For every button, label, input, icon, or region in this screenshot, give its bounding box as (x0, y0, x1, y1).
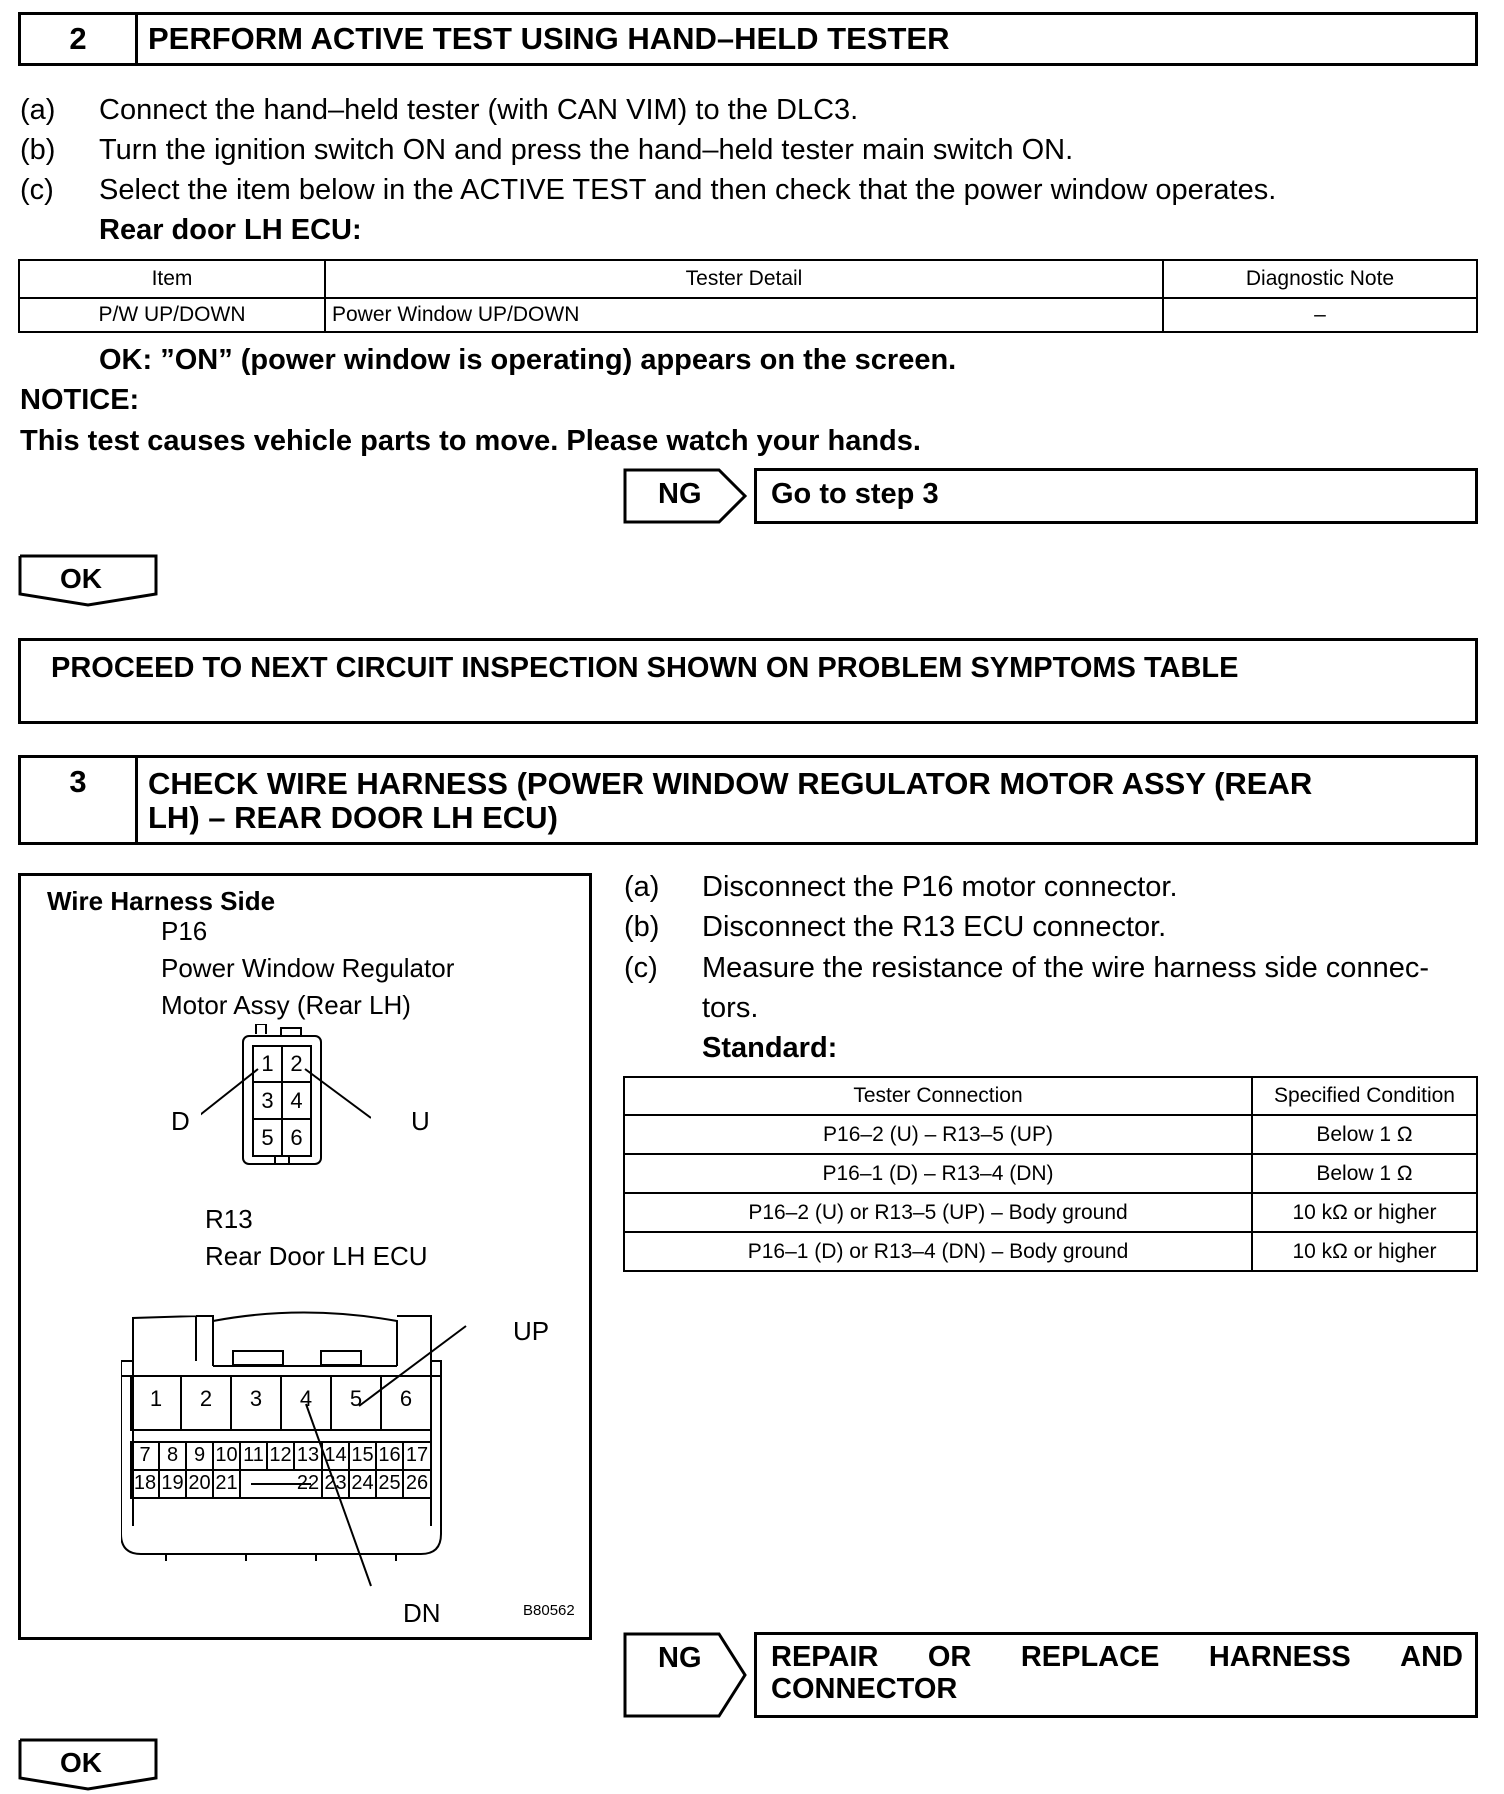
table-cell: Power Window UP/DOWN (325, 298, 1163, 332)
ok-label: OK (60, 1747, 102, 1778)
r13-pin: 9 (193, 1444, 206, 1466)
r13-pin: 6 (399, 1386, 413, 1411)
wiring-diagram (18, 873, 592, 1640)
step-3-title-line1: CHECK WIRE HARNESS (POWER WINDOW REGULATOR MOTOR ASSY (REAR (148, 766, 1313, 801)
r13-pin: 17 (405, 1444, 429, 1466)
r13-pin: 2 (199, 1386, 213, 1411)
active-test-table (18, 259, 1478, 333)
table-header-cell: Item (19, 260, 325, 298)
ng-action-line2: CONNECTOR (771, 1673, 958, 1705)
table-caption: Rear door LH ECU: (99, 214, 362, 246)
step-3b-text: Disconnect the R13 ECU connector. (702, 911, 1167, 943)
ng-action-text: Go to step 3 (771, 478, 939, 510)
r13-pin: 16 (378, 1444, 401, 1466)
p16-pin: 4 (290, 1088, 303, 1113)
table-header-cell: Tester Detail (325, 260, 1163, 298)
ng-action-box (754, 1632, 1478, 1718)
step-3c-text: Measure the resistance of the wire harness side connec- (702, 952, 1429, 984)
p16-pin: 2 (290, 1051, 303, 1076)
step-3-title-line2: LH) – REAR DOOR LH ECU) (148, 800, 558, 835)
step-3a-text: Disconnect the P16 motor connector. (702, 871, 1178, 903)
table-cell: P16–1 (D) or R13–4 (DN) – Body ground (624, 1232, 1252, 1271)
r13-pin: 20 (188, 1472, 211, 1494)
r13-pin: 12 (269, 1444, 292, 1466)
table-header-cell: Specified Condition (1252, 1077, 1477, 1115)
r13-pin: 3 (249, 1386, 263, 1411)
r13-code: R13 (205, 1204, 253, 1234)
ng-action-line1 (771, 1641, 1463, 1674)
step-2b-text: Turn the ignition switch ON and press the hand–held tester main switch ON. (99, 134, 1074, 166)
r13-pin: 7 (139, 1444, 151, 1466)
table-row (624, 1193, 1477, 1232)
ng-action-word: OR (927, 1641, 972, 1673)
r13-pin: 1 (149, 1386, 163, 1411)
table-cell: Below 1 Ω (1252, 1154, 1477, 1193)
r13-pin: 15 (351, 1444, 374, 1466)
step-2c-marker: (c) (20, 174, 54, 206)
proceed-box (18, 638, 1478, 724)
step-2c-text: Select the item below in the ACTIVE TEST and then check that the power window operates. (99, 174, 1277, 206)
p16-code: P16 (161, 916, 208, 946)
table-row (624, 1115, 1477, 1154)
table-row (624, 1154, 1477, 1193)
r13-pin: 11 (243, 1444, 264, 1466)
table-header-cell: Tester Connection (624, 1077, 1252, 1115)
r13-pin: 26 (405, 1472, 429, 1494)
resistance-table (623, 1076, 1478, 1272)
ng-action-word: AND (1400, 1641, 1463, 1673)
step-3c-marker: (c) (624, 952, 658, 984)
p16-pin: 6 (290, 1125, 303, 1150)
step-2a-text: Connect the hand–held tester (with CAN VIM) to the DLC3. (99, 94, 859, 126)
r13-pin: 4 (299, 1386, 313, 1411)
step-3-number: 3 (21, 758, 138, 842)
r13-pin: 18 (133, 1472, 157, 1494)
r13-name: Rear Door LH ECU (205, 1241, 428, 1271)
step-2-title: PERFORM ACTIVE TEST USING HAND–HELD TESTER (148, 21, 950, 56)
notice-text: This test causes vehicle parts to move. Please watch your hands. (20, 425, 921, 457)
table-cell: P16–1 (D) – R13–4 (DN) (624, 1154, 1252, 1193)
ng-label: NG (658, 1642, 702, 1674)
label-up: UP (513, 1316, 550, 1346)
figure-id: B80562 (523, 1602, 575, 1619)
step-3b-marker: (b) (624, 911, 660, 943)
r13-pin: 24 (351, 1472, 374, 1494)
ng-action-word: HARNESS (1208, 1641, 1351, 1673)
r13-pin: 19 (161, 1472, 184, 1494)
step-2b-marker: (b) (20, 134, 56, 166)
ng-label: NG (658, 478, 702, 510)
r13-pin: 25 (378, 1472, 401, 1494)
table-cell: 10 kΩ or higher (1252, 1232, 1477, 1271)
table-row (624, 1232, 1477, 1271)
table-row (19, 298, 1477, 332)
ok-condition: OK: ”ON” (power window is operating) appears on the screen. (99, 344, 957, 376)
table-cell: Below 1 Ω (1252, 1115, 1477, 1154)
r13-pin: 22 (296, 1472, 320, 1494)
r13-pin: 23 (324, 1472, 347, 1494)
table-cell: – (1163, 298, 1477, 332)
r13-pin: 10 (215, 1444, 238, 1466)
label-u: U (411, 1106, 430, 1136)
standard-label: Standard: (702, 1032, 838, 1064)
diagram-heading: Wire Harness Side (47, 886, 276, 916)
label-dn: DN (403, 1598, 441, 1628)
p16-name-line2: Motor Assy (Rear LH) (161, 990, 411, 1020)
step-3c-text-cont: tors. (702, 992, 759, 1024)
table-header-row (19, 260, 1477, 298)
table-header-row (624, 1077, 1477, 1115)
r13-pin: 13 (296, 1444, 320, 1466)
r13-pin: 5 (349, 1386, 363, 1411)
p16-pin: 1 (261, 1051, 274, 1076)
table-cell: 10 kΩ or higher (1252, 1193, 1477, 1232)
ok-label: OK (60, 563, 102, 594)
step-3a-marker: (a) (624, 871, 660, 903)
table-header-cell: Diagnostic Note (1163, 260, 1477, 298)
ng-action-word: REPLACE (1020, 1641, 1160, 1673)
table-cell: P16–2 (U) – R13–5 (UP) (624, 1115, 1252, 1154)
step-2-number: 2 (21, 15, 138, 63)
proceed-text: PROCEED TO NEXT CIRCUIT INSPECTION SHOWN ON PROBLEM SYMPTOMS TABLE (51, 652, 1239, 684)
step-3-header (18, 755, 1478, 845)
r13-pin: 14 (324, 1444, 347, 1466)
table-cell: P16–2 (U) or R13–5 (UP) – Body ground (624, 1193, 1252, 1232)
step-2a-marker: (a) (20, 94, 56, 126)
ng-action-word: REPAIR (771, 1641, 879, 1673)
table-cell: P/W UP/DOWN (19, 298, 325, 332)
r13-pin: 8 (166, 1444, 179, 1466)
label-d: D (171, 1106, 190, 1136)
p16-pin: 5 (261, 1125, 274, 1150)
notice-label: NOTICE: (20, 384, 140, 416)
p16-pin: 3 (261, 1088, 274, 1113)
step-2-header (18, 12, 1478, 66)
r13-pin: 21 (215, 1472, 238, 1494)
ng-action-box (754, 468, 1478, 524)
p16-name-line1: Power Window Regulator (161, 953, 455, 983)
